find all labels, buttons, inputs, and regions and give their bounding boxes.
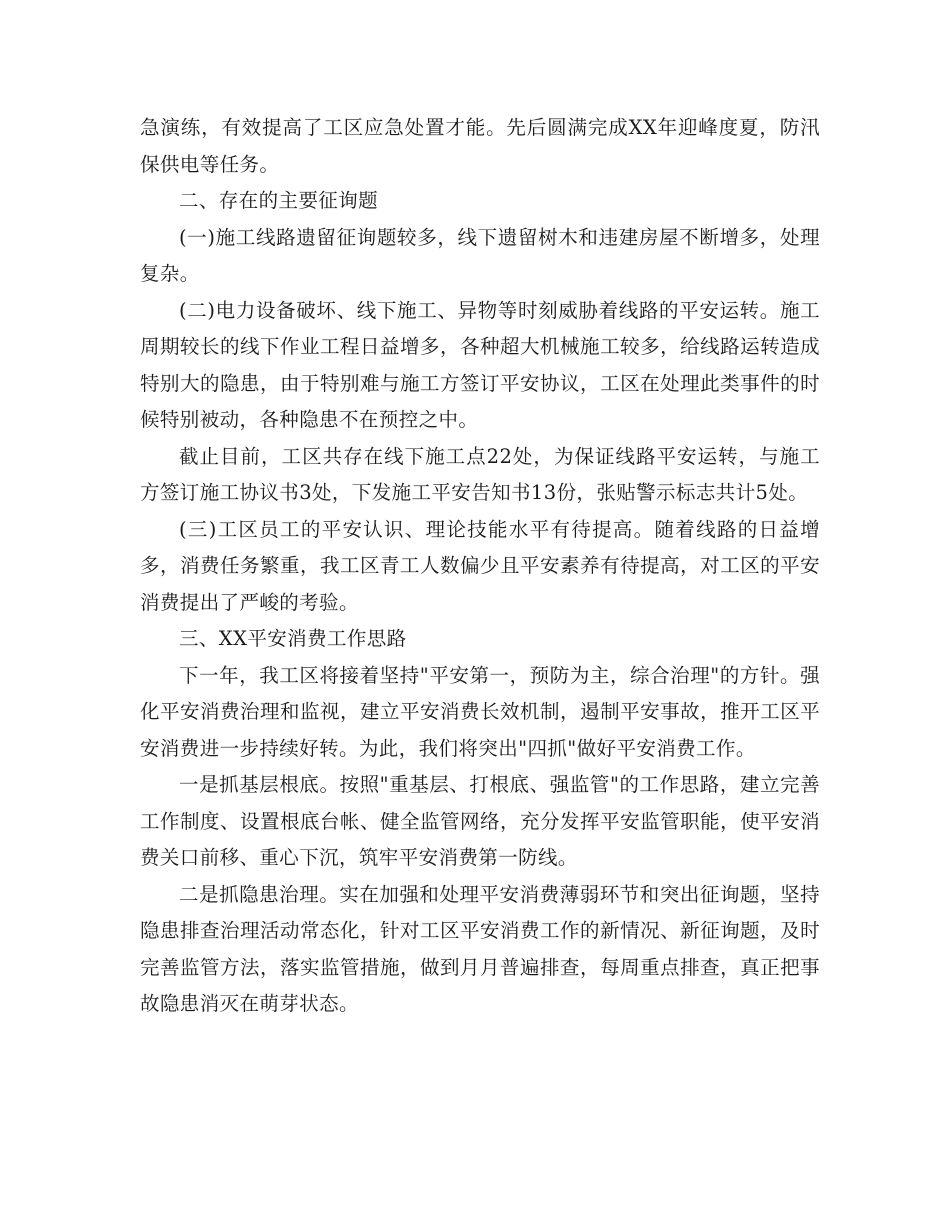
paragraph-issue-3: (三)工区员工的平安认识、理论技能水平有待提高。随着线路的日益增多，消费任务繁重，我工区青工人数偏少且平安素养有待提高，对工区的平安消费提出了严峻的考验。 xyxy=(140,517,820,614)
paragraph-1: 急演练，有效提高了工区应急处置才能。先后圆满完成XX年迎峰度夏，防汛保供电等任务。 xyxy=(140,116,820,176)
section-heading-2: 二、存在的主要征询题 xyxy=(179,189,379,212)
paragraph-plan-intro: 下一年，我工区将接着坚持"平安第一，预防为主，综合治理"的方针。强化平安消费治理和监视，建立平安消费长效机制，遏制平安事故，推开工区平安消费进一步持续好转。为此，我们将突出"四抓"做好平安消费工作。 xyxy=(140,663,820,760)
paragraph-statistics: 截止目前，工区共存在线下施工点22处，为保证线路平安运转，与施工方签订施工协议书3处，下发施工平安告知书13份，张贴警示标志共计5处。 xyxy=(140,444,820,504)
paragraph-issue-2: (二)电力设备破坏、线下施工、异物等时刻威胁着线路的平安运转。施工周期较长的线下作业工程日益增多，各种超大机械施工较多，给线路运转造成特别大的隐患，由于特别难与施工方签订平安协议，工区在处理此类事件的时候特别被动，各种隐患不在预控之中。 xyxy=(140,298,820,431)
paragraph-plan-2: 二是抓隐患治理。实在加强和处理平安消费薄弱环节和突出征询题，坚持隐患排查治理活动常态化，针对工区平安消费工作的新情况、新征询题，及时完善监管方法，落实监管措施，做到月月普遍排查，每周重点排查，真正把事故隐患消灭在萌芽状态。 xyxy=(140,882,820,1015)
section-heading-3: 三、XX平安消费工作思路 xyxy=(179,627,407,650)
paragraph-issue-1: (一)施工线路遗留征询题较多，线下遗留树木和违建房屋不断增多，处理复杂。 xyxy=(140,225,820,285)
paragraph-plan-1: 一是抓基层根底。按照"重基层、打根底、强监管"的工作思路，建立完善工作制度、设置根底台帐、健全监管网络，充分发挥平安监管职能，使平安消费关口前移、重心下沉，筑牢平安消费第一防线。 xyxy=(140,773,820,869)
